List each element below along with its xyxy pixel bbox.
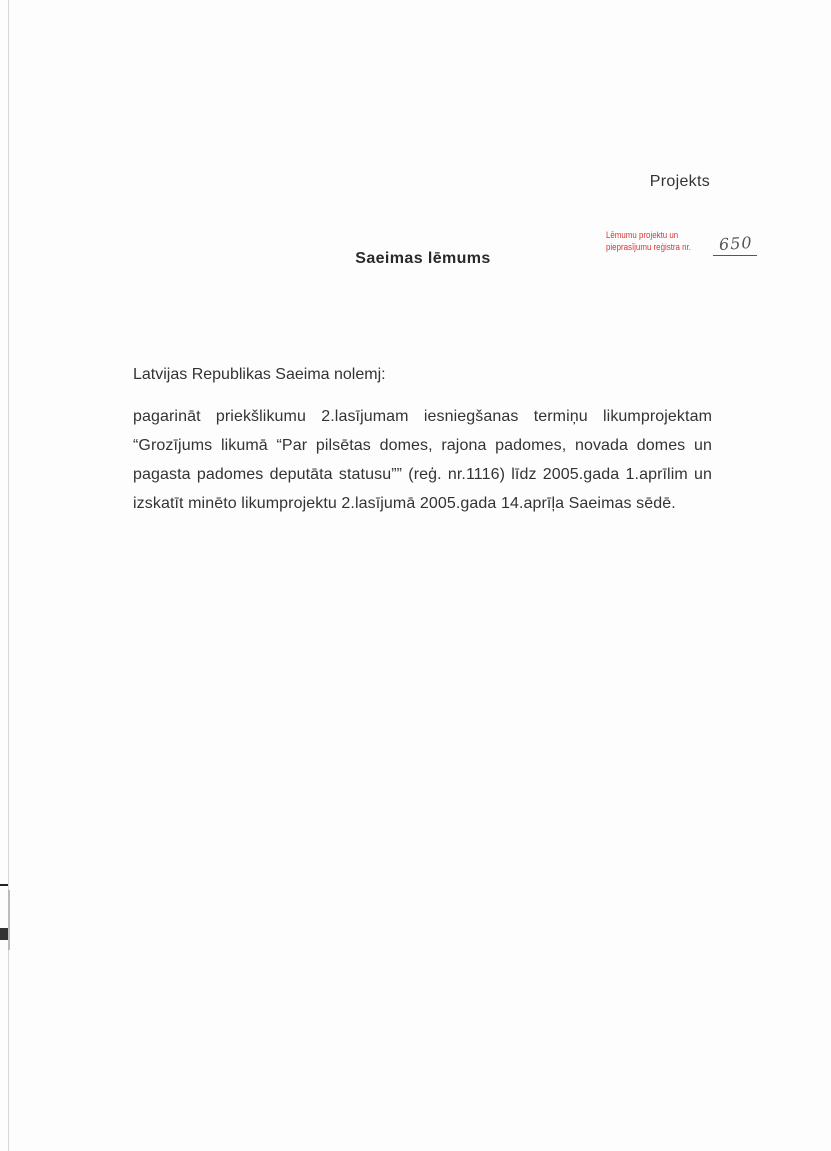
- decision-body: pagarināt priekšlikumu 2.lasījumam iesniegšanas termiņu likumprojektam “Grozījums likumā “Par pilsētas domes, rajona padomes, novada domes un pagasta padomes deputāta statusu”” (reģ. nr.1116) līdz 2005.gada 1.aprīlim un izskatīt minēto likumprojektu 2.lasījumā 2005.gada 14.aprīļa Saeimas sēdē.: [133, 408, 712, 512]
- scan-edge-mark: [8, 890, 10, 950]
- document-title: Saeimas lēmums: [355, 250, 491, 267]
- scan-edge-line: [8, 0, 9, 1151]
- scan-edge-mark: [0, 928, 8, 940]
- scan-edge-mark: [0, 884, 8, 886]
- intro-text: Latvijas Republikas Saeima nolemj:: [133, 366, 386, 383]
- registry-number: 650: [718, 232, 754, 255]
- stamp-line-1: Lēmumu projektu un: [606, 230, 679, 240]
- draft-label: Projekts: [649, 173, 710, 190]
- stamp-line-2: pieprasījumu reģistra nr.: [606, 242, 691, 252]
